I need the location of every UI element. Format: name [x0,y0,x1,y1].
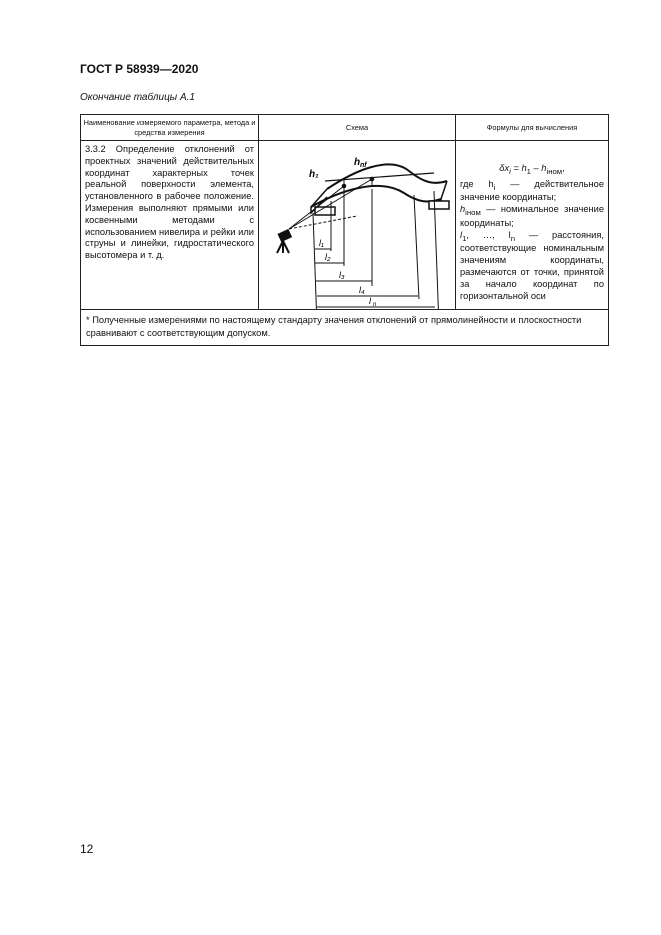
standard-header: ГОСТ Р 58939—2020 [80,62,199,76]
table-caption: Окончание таблицы А.1 [80,92,195,103]
parameter-cell [81,141,259,310]
measurement-scheme-diagram [259,141,455,309]
label-l4: l₄ [359,285,365,295]
page-number: 12 [80,842,94,856]
label-hn-sub: nf [360,162,367,169]
projection-l4 [414,195,419,299]
scheme-cell [259,141,456,310]
column-header-scheme: Схема [259,115,456,141]
label-ln: l [369,296,371,306]
label-ln-sub: n [373,302,377,308]
label-l3: l₃ [339,270,345,280]
table-header-row [81,115,609,141]
main-formula: $\delta x_i = h_1 - h_{iном}$, [499,163,565,176]
label-hn: h [354,157,361,168]
formula-definition-l: $l_1$, …, $l_n$ — расстояния, соответствующие номинальным значениям координаты, размечаются от точки, принятой за начало координат по горизонтальной оси [460,229,604,301]
origin-line [313,213,317,309]
formula-cell [456,141,609,310]
label-h1: h₁ [309,169,319,180]
level-tripod-icon [277,241,289,253]
right-support [429,201,449,209]
footnote-row [81,310,609,346]
label-l2: l₂ [325,252,331,262]
level-body-icon [277,229,292,242]
footnote-cell [81,310,609,346]
parameter-text: 3.3.2 Определение отклонений от проектных значений действительных координат характерных точек реальной поверхности элемента, установленного в рабочее положение. Измерения выполняют прямыми или косвенными методами с использованием нивелира и рейки или струны и линейки, гидростатического высотомера и т. д. [85,144,254,261]
column-header-formula: Формулы для вычисления [456,115,609,141]
measurement-table [80,114,609,346]
formula-definition-hi: где $h_i$ — действительное значение координаты; [460,178,604,203]
column-header-parameter: Наименование измеряемого параметра, метода и средства измерения [81,115,259,141]
formula-definition-hnom: $h_{iном}$ — номинальное значение координаты; [460,204,604,228]
label-l1: l₁ [319,238,324,248]
footnote-text: * Полученные измерениями по настоящему стандарту значения отклонений от прямолинейности и плоскостности сравнивают с соответствующим допуском. [86,315,582,338]
table-row [81,141,609,310]
